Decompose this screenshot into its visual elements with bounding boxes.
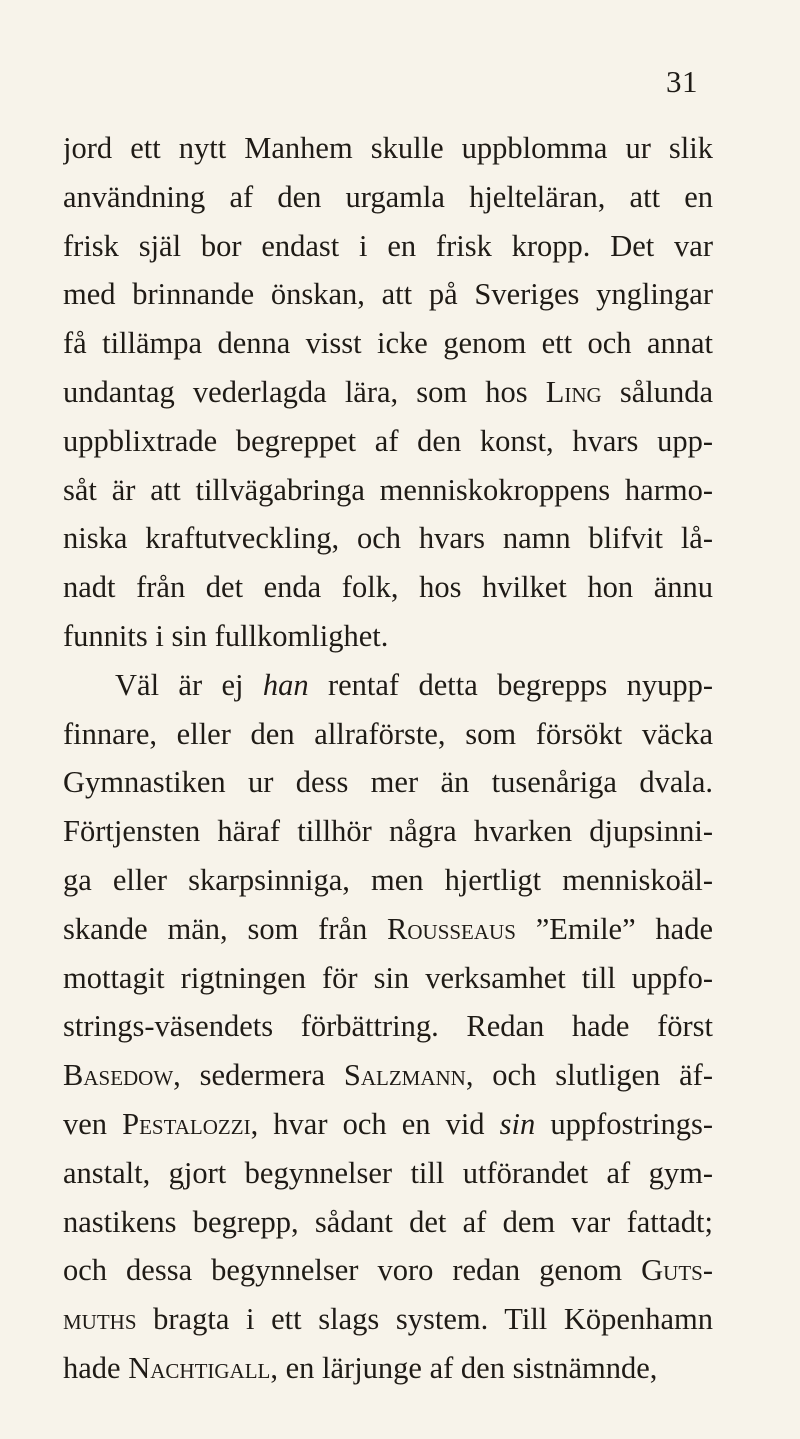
italic-word: han <box>262 667 309 702</box>
small-caps-name: Pestalozzi <box>122 1106 251 1141</box>
text-line <box>63 661 713 710</box>
text-line <box>63 563 713 612</box>
text-line <box>63 466 713 515</box>
text-segment: niska kraftutveckling, och hvars namn blifvit lå- <box>63 521 713 556</box>
small-caps-name: Nachtigall <box>128 1350 271 1385</box>
text-line <box>63 270 713 319</box>
small-caps-name: muths <box>63 1302 137 1337</box>
small-caps-name: Rousseaus <box>387 911 516 946</box>
text-line <box>63 612 713 661</box>
text-segment: jord ett nytt Manhem skulle uppblomma ur slik <box>63 131 713 165</box>
text-line <box>63 710 713 759</box>
small-caps-name: Basedow <box>63 1058 174 1093</box>
text-line <box>63 1051 713 1100</box>
text-line <box>63 1295 713 1344</box>
text-segment: funnits i sin fullkomlighet. <box>63 618 389 653</box>
text-segment: undantag vederlagda lära, som hos <box>63 374 546 409</box>
text-segment: , en lärjunge af den sistnämnde, <box>270 1350 658 1385</box>
text-line <box>63 1246 713 1295</box>
text-line <box>63 222 713 271</box>
text-segment: få tillämpa denna visst icke genom ett och annat <box>63 326 713 361</box>
text-segment: och dessa begynnelser voro redan genom <box>63 1253 642 1288</box>
small-caps-name: Guts- <box>641 1253 713 1288</box>
text-segment: hade <box>63 1350 129 1385</box>
text-segment: med brinnande önskan, att på Sveriges ynglingar <box>63 277 713 312</box>
text-segment: Gymnastiken ur dess mer än tusenåriga dvala. <box>63 765 713 800</box>
text-segment: rentaf detta begrepps nyupp- <box>308 667 713 702</box>
text-line <box>63 173 713 222</box>
text-segment: uppblixtrade begreppet af den konst, hvars upp- <box>63 423 713 458</box>
text-segment: ”Emile” hade <box>515 911 713 946</box>
text-line <box>63 1344 713 1393</box>
small-caps-name: Ling <box>545 374 602 409</box>
text-segment: såt är att tillvägabringa menniskokroppens harmo- <box>63 472 713 507</box>
text-segment: frisk själ bor endast i en frisk kropp. Det var <box>63 228 713 263</box>
text-segment: finnare, eller den allraförste, som försökt väcka <box>63 716 713 751</box>
text-segment: uppfostrings- <box>535 1106 713 1141</box>
text-segment: Väl är ej <box>115 667 263 702</box>
text-segment: skande män, som från <box>63 911 388 946</box>
text-segment: mottagit rigtningen för sin verksamhet till uppfo- <box>63 960 713 995</box>
text-segment: sålunda <box>601 374 713 409</box>
text-segment: strings-väsendets förbättring. Redan hade först <box>63 1009 713 1044</box>
text-line <box>63 807 713 856</box>
text-segment: Förtjensten häraf tillhör några hvarken djupsinni- <box>63 814 713 849</box>
text-line <box>63 514 713 563</box>
italic-word: sin <box>499 1106 536 1141</box>
text-line <box>63 417 713 466</box>
text-line <box>63 319 713 368</box>
text-line <box>63 856 713 905</box>
text-line <box>63 1198 713 1247</box>
text-line <box>63 1100 713 1149</box>
text-segment: , hvar och en vid <box>250 1106 500 1141</box>
text-segment: nadt från det enda folk, hos hvilket hon ännu <box>63 570 713 605</box>
text-segment: anstalt, gjort begynnelser till utförandet af gym- <box>63 1155 713 1190</box>
text-line <box>63 1149 713 1198</box>
text-segment: , och slutligen äf- <box>465 1058 713 1093</box>
text-segment: ga eller skarpsinniga, men hjertligt menniskoäl- <box>63 862 713 897</box>
text-segment: användning af den urgamla hjelteläran, att en <box>63 179 713 214</box>
text-line <box>63 368 713 417</box>
text-segment: bragta i ett slags system. Till Köpenhamn <box>136 1302 713 1337</box>
text-line <box>63 954 713 1003</box>
text-line <box>63 124 713 173</box>
body-text <box>63 124 713 1393</box>
page-number: 31 <box>666 64 698 99</box>
text-line <box>63 1002 713 1051</box>
small-caps-name: Salzmann <box>343 1058 466 1093</box>
text-segment: ven <box>63 1106 123 1141</box>
text-line <box>63 905 713 954</box>
text-line <box>63 758 713 807</box>
text-segment: , sedermera <box>173 1058 344 1093</box>
text-segment: nastikens begrepp, sådant det af dem var fattadt; <box>63 1204 713 1239</box>
